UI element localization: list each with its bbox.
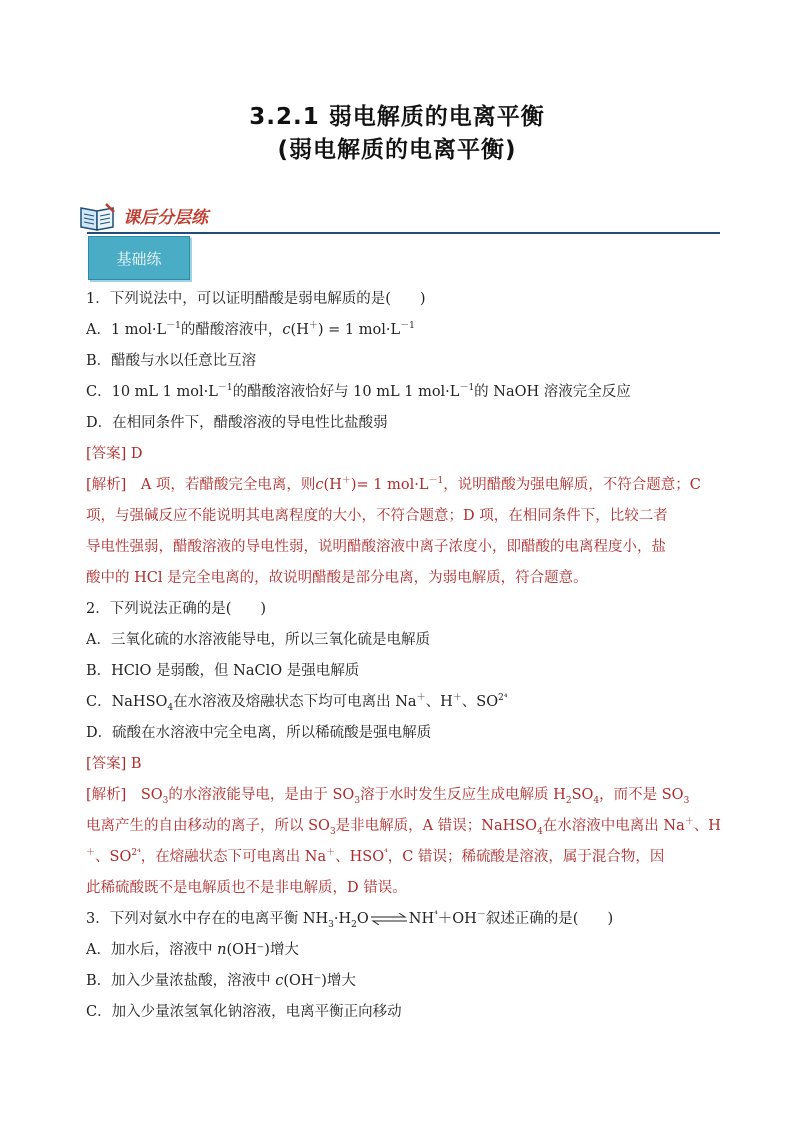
q1-option-d: D．在相同条件下，醋酸溶液的导电性比盐酸弱 [86, 415, 388, 431]
q3-option-b: B．加入少量浓盐酸，溶液中 c(OH⁻)增大 [86, 973, 356, 989]
section-header [79, 199, 720, 239]
section-label: 课后分层练 [123, 208, 208, 228]
page-title: 3.2.1 弱电解质的电离平衡 [249, 104, 545, 130]
section-divider [87, 232, 720, 234]
q2-option-b: B．HClO 是弱酸，但 NaClO 是强电解质 [86, 663, 360, 679]
q1-analysis-line3: 导电性强弱，醋酸溶液的导电性弱，说明醋酸溶液中离子浓度小，即醋酸的电离程度小，盐 [86, 539, 666, 555]
q1-analysis-line4: 酸中的 HCl 是完全电离的，故说明醋酸是部分电离，为弱电解质，符合题意。 [86, 570, 588, 586]
q1-analysis-line2: 项，与强碱反应不能说明其电离程度的大小，不符合题意；D 项，在相同条件下，比较二者 [86, 508, 668, 524]
q2-answer: [答案] B [86, 756, 142, 772]
page-subtitle: (弱电解质的电离平衡) [277, 137, 517, 163]
book-icon [79, 202, 117, 232]
q1-analysis-line1: [解析] A 项，若醋酸完全电离，则c(H＋)= 1 $mol\cdot L^{-1}$，说明醋酸为强电解质，不符合题意；C [86, 476, 701, 493]
q2-option-a: A．三氧化硫的水溶液能导电，所以三氧化硫是电解质 [86, 632, 430, 648]
reversible-arrow-icon [369, 913, 409, 925]
q1-stem: 1．下列说法中，可以证明醋酸是弱电解质的是( ) [86, 291, 426, 307]
q2-option-d: D．硫酸在水溶液中完全电离，所以稀硫酸是强电解质 [86, 725, 432, 741]
q2-analysis-line4: 此稀硫酸既不是电解质也不是非电解质，D 错误。 [86, 880, 407, 896]
q2-analysis-line1: [解析] $SO_3$的水溶液能导电，是由于 $SO_3$溶于水时发生反应生成电解质 $H_2SO_4$，而不是 $SO_3$ [86, 787, 690, 806]
q3-option-a: A．加水后，溶液中 n(OH⁻)增大 [86, 942, 299, 958]
q1-answer: [答案] D [86, 446, 143, 462]
q2-analysis-line3: ＋、$SO^{2^4}$，在熔融状态下可电离出 Na＋、$HSO^{^4}$，C 错误；稀硫酸是溶液，属于混合物，因 [86, 848, 665, 865]
q3-stem: 3．下列对氨水中存在的电离平衡 $NH_3\cdot H_2O$ $NH^{^4}+OH^-$叙述正确的是( ) [86, 910, 614, 930]
tab-basic-practice[interactable]: 基础练 [88, 236, 190, 280]
q1-option-b: B．醋酸与水以任意比互溶 [86, 353, 257, 369]
q2-stem: 2．下列说法正确的是( ) [86, 601, 267, 617]
q1-option-c: C．10 mL 1 $mol\cdot L^{-1}$的醋酸溶液恰好与 10 mL 1 $mol\cdot L^{-1}$的 NaOH 溶液完全反应 [86, 383, 631, 400]
q3-option-c: C．加入少量浓氢氧化钠溶液，电离平衡正向移动 [86, 1004, 402, 1020]
q2-analysis-line2: 电离产生的自由移动的离子，所以 $SO_3$是非电解质，A 错误；NaHSO$_4$在水溶液中电离出 Na＋、H [86, 817, 721, 837]
q2-option-c: C．NaHSO$_4$在水溶液及熔融状态下均可电离出 Na＋、H＋、$SO^{2^4}$ [86, 693, 508, 713]
q1-option-a: A．1 $mol\cdot L^{-1}$的醋酸溶液中，c(H＋) = 1 $mol\cdot L^{-1}$ [86, 321, 415, 338]
